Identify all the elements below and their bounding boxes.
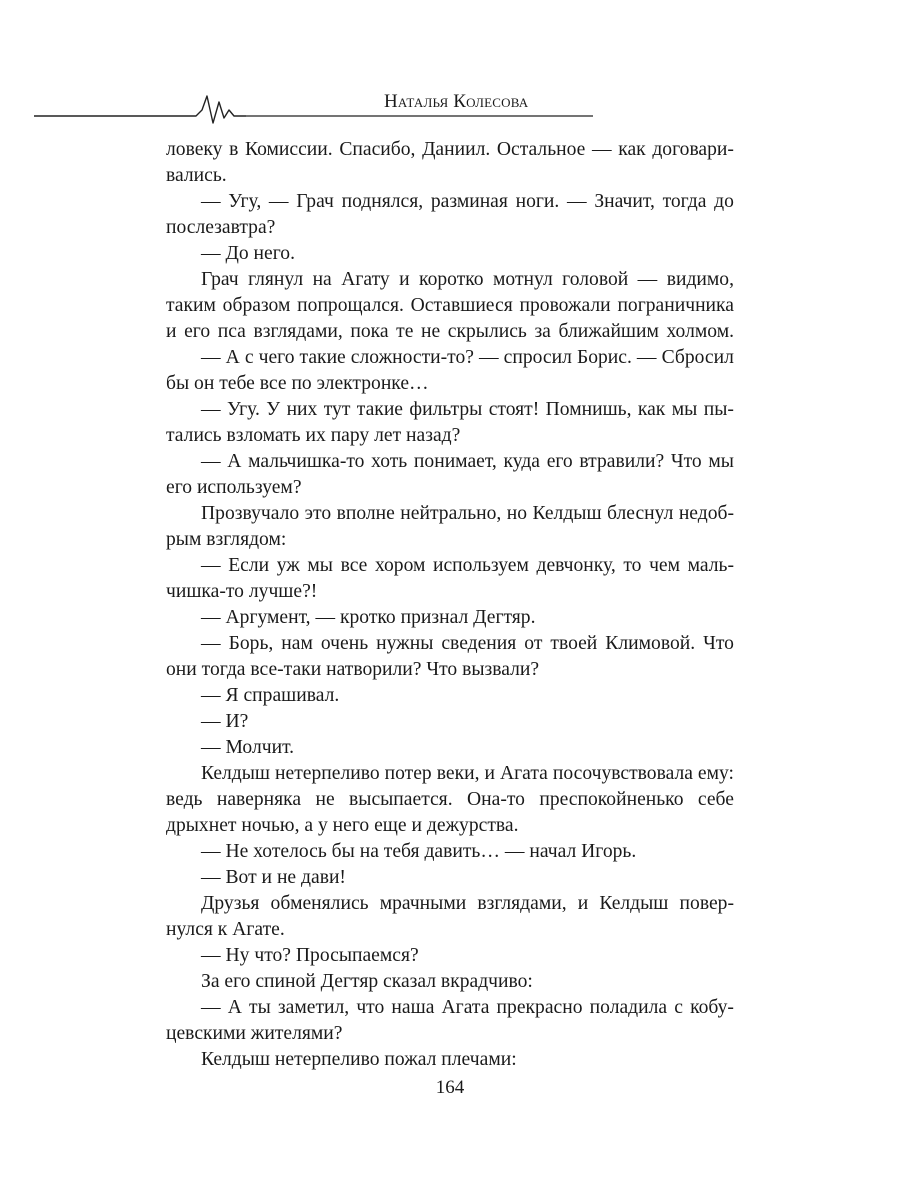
text-line: ведь наверняка не высыпается. Она-то преспокойненько себе [166, 789, 734, 810]
text-line: — Не хотелось бы на тебя давить… — начал Игорь. [201, 841, 637, 862]
text-line: Грач глянул на Агату и коротко мотнул головой — видимо, [201, 269, 734, 290]
text-line: За его спиной Дегтяр сказал вкрадчиво: [201, 971, 533, 992]
text-line: Келдыш нетерпеливо потер веки, и Агата посочувствовала ему: [201, 763, 734, 784]
text-line: его используем? [166, 477, 302, 498]
text-line: вались. [166, 165, 227, 186]
text-line: Прозвучало это вполне нейтрально, но Келдыш блеснул недоб- [201, 503, 734, 524]
page-number: 164 [435, 1077, 465, 1098]
text-line: бы он тебе все по электронке… [166, 373, 429, 394]
text-line: — Борь, нам очень нужны сведения от твоей Климовой. Что [201, 633, 734, 654]
text-line: — Я спрашивал. [201, 685, 340, 706]
text-line: — До него. [201, 243, 295, 264]
text-line: рым взглядом: [166, 529, 287, 550]
running-title: Наталья Колесова [384, 91, 529, 112]
text-line: — Вот и не дави! [201, 867, 346, 888]
text-line: — Угу. У них тут такие фильтры стоят! Помнишь, как мы пы- [201, 399, 734, 420]
text-line: — И? [201, 711, 249, 732]
running-header [0, 82, 900, 132]
text-line: — Аргумент, — кротко признал Дегтяр. [201, 607, 536, 628]
text-line: цевскими жителями? [166, 1023, 343, 1044]
text-line: они тогда все-таки натворили? Что вызвали? [166, 659, 540, 680]
text-line: — Ну что? Просыпаемся? [201, 945, 419, 966]
text-line: ловеку в Комиссии. Спасибо, Даниил. Остальное — как договари- [166, 139, 734, 160]
text-line: — А с чего такие сложности-то? — спросил Борис. — Сбросил [201, 347, 734, 368]
text-line: Келдыш нетерпеливо пожал плечами: [201, 1049, 517, 1070]
text-line: Друзья обменялись мрачными взглядами, и Келдыш повер- [201, 893, 734, 914]
text-line: таким образом попрощался. Оставшиеся провожали пограничника [166, 295, 734, 316]
body-text [166, 137, 734, 1073]
text-line: — Молчит. [201, 737, 295, 758]
text-line: и его пса взглядами, пока те не скрылись за ближайшим холмом. [166, 321, 734, 342]
text-line: тались взломать их пару лет назад? [166, 425, 461, 446]
text-line: дрыхнет ночью, а у него еще и дежурства. [166, 815, 519, 836]
text-line: нулся к Агате. [166, 919, 285, 940]
text-line: чишка-то лучше?! [166, 581, 318, 602]
text-line: послезавтра? [166, 217, 276, 238]
text-line: — А мальчишка-то хоть понимает, куда его втравили? Что мы [201, 451, 734, 472]
text-line: — Если уж мы все хором используем девчонку, то чем маль- [201, 555, 734, 576]
text-line: — А ты заметил, что наша Агата прекрасно поладила с кобу- [201, 997, 734, 1018]
text-line: — Угу, — Грач поднялся, разминая ноги. — Значит, тогда до [201, 191, 734, 212]
